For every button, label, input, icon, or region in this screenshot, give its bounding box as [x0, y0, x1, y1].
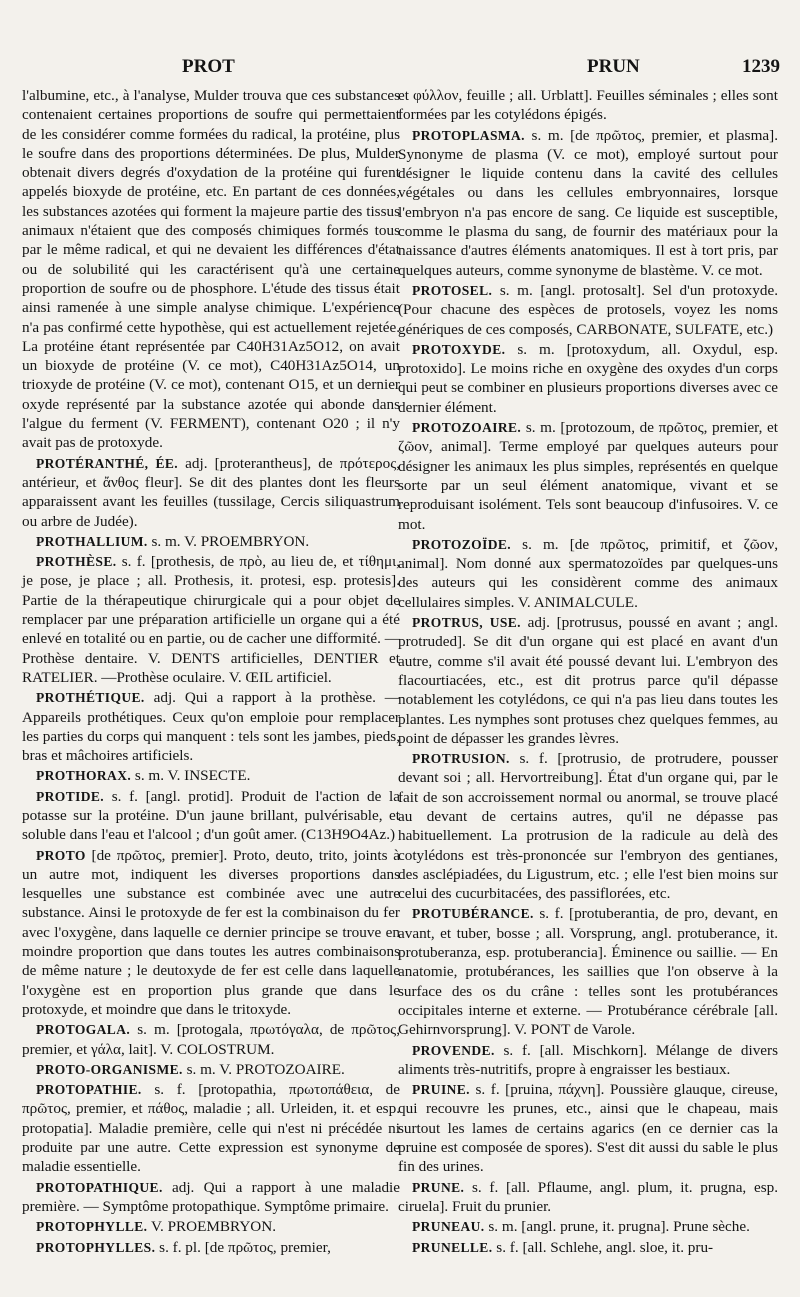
entry-text: adj. Qui a rapport à une maladie première. — Symptôme protopathique. Symptôme primaire. [22, 1178, 400, 1215]
entry-headword: PROTRUSION. [412, 751, 510, 767]
dictionary-entry [22, 532, 400, 551]
entry-headword: PROTRUS, USE. [412, 615, 521, 631]
dictionary-entry [22, 1217, 400, 1236]
entry-text: s. f. [angl. protid]. Produit de l'action de la potasse sur la protéine. D'un jaune brillant, pulvérisable, et soluble dans l'eau et l'alcool ; d'un goût amer. (C13H9O4Az.) [22, 787, 400, 844]
entry-text: s. m. [protozoum, de πρῶτος, premier, et ζῶον, animal]. Terme employé par quelques auteurs pour désigner les animaux les plus simples, représentés en quelque sorte par un seul élément anatomique, vivant et se reproduisant isolément. Tels sont beaucoup d'infusoires. V. ce mot. [398, 419, 778, 533]
entry-headword: PRUNELLE. [412, 1239, 493, 1255]
entry-text: s. m. [angl. protosalt]. Sel d'un protoxyde. (Pour chacune des espèces de protosels, voyez les noms génériques de ces composés, CARBONATE, SULFATE, etc.) [398, 281, 778, 338]
right-running-head: PRUN [587, 56, 640, 77]
entry-text: V. PROEMBRYON. [147, 1218, 277, 1236]
entry-headword: PROTHORAX. [36, 768, 132, 784]
entry-headword: PROVENDE. [412, 1042, 495, 1058]
entry-text: s. m. [protoxydum, all. Oxydul, esp. protoxido]. Le moins riche en oxygène des oxydes d'un corps qui peut se combiner en plusieurs proportions diverses avec ce dernier élément. [398, 340, 778, 416]
dictionary-entry [398, 281, 778, 339]
dictionary-entry [22, 86, 400, 453]
page-number: 1239 [742, 56, 780, 77]
entry-headword: PROTHALLIUM. [36, 533, 148, 549]
entry-headword: PROTOXYDE. [412, 341, 506, 357]
entry-headword: PROTÉRANTHÉ, ÉE. [36, 455, 179, 471]
entry-text: [de πρῶτος, premier]. Proto, deuto, trito, joints à un autre mot, indiquent les diverses proportions dans lesquelles une substance est combinée avec une autre substance. Ainsi le protoxyde de fer est la combinaison du fer avec l'oxygène, dans laquelle ce dernier principe se trouve en moindre proportion que dans toutes les autres combinaisons de même nature ; le deutoxyde de fer est celle dans laquelle l'oxygène est en proportion plus grande que dans le protoxyde, et moindre que dans le tritoxyde. [22, 846, 400, 1018]
entry-text: l'albumine, etc., à l'analyse, Mulder trouva que ces substances contenaient certaines proportions de soufre qui permettaient de les considérer comme formées du radical, la protéine, plus le soufre dans des proportions déterminées. De plus, Mulder obtenait divers degrés d'oxydation de la protéine qui furent appelés bioxyde de protéine, etc. En partant de ces données, les substances azotées qui forment la majeure partie des tissus animaux n'étaient que des composés chimiques formés tous par le même radical, et qui ne devaient les différences d'état ou de solubilité qui les caractérisent qu'à une certaine proportion de soufre ou de phosphore. L'étude des tissus était ainsi ramenée à une simple analyse chimique. L'expérience n'a pas confirmé cette hypothèse, qui est actuellement rejetée. La protéine étant représentée par C40H31Az5O12, on avait un bioxyde de protéine (V. ce mot), C40H31Az5O14, un trioxyde de protéine (V. ce mot), contenant O15, et un dernier oxyde représenté par la substance azotée qui abonde dans l'algue du ferment (V. FERMENT), contenant O20 ; il n'y avait pas de protoxyde. [22, 87, 400, 452]
left-running-head: PROT [182, 56, 235, 77]
entry-headword: PROTOPATHIE. [36, 1082, 142, 1098]
dictionary-entry [398, 613, 778, 748]
dictionary-entry [22, 552, 400, 687]
dictionary-entry [398, 340, 778, 417]
entry-text: s. f. [all. Schlehe, angl. sloe, it. pru- [492, 1238, 714, 1256]
entry-text: s. f. [protopathia, πρωτοπάθεια, de πρῶτος, premier, et πάθος, maladie ; all. Urleiden, it. et esp. protopatia]. Maladie première, celle qui n'est ni précédée ni produite par une autre. Cette expression est synonyme de maladie essentielle. [22, 1081, 400, 1176]
entry-headword: PROTOSEL. [412, 282, 493, 298]
entry-text: s. f. [prothesis, de πρὸ, au lieu de, et τίθημι, je pose, je place ; all. Prothesis, it. protesi, esp. protesis]. Partie de la thérapeutique chirurgicale qui a pour objet de remplacer par une préparation artificielle un organe qui a été enlevé en totalité ou en partie, ou de cacher une difformité. —Prothèse dentaire. V. DENTS artificielles, DENTIER et RATELIER. —Prothèse oculaire. V. ŒIL artificiel. [22, 553, 400, 686]
entry-text: s. m. V. PROEMBRYON. [147, 532, 310, 550]
entry-headword: PRUINE. [412, 1082, 470, 1098]
dictionary-entry [398, 1041, 778, 1080]
dictionary-entry [398, 1217, 778, 1236]
entry-headword: PROTOZOAIRE. [412, 420, 522, 436]
entry-text: s. f. [all. Pflaume, angl. plum, it. prugna, esp. ciruela]. Fruit du prunier. [398, 1178, 778, 1215]
dictionary-entry [22, 1238, 400, 1257]
dictionary-entry [22, 1020, 400, 1059]
entry-text: s. m. V. INSECTE. [131, 767, 251, 785]
left-column [22, 86, 400, 1258]
entry-text: s. f. pl. [de πρῶτος, premier, [155, 1238, 331, 1256]
entry-headword: PROTOPLASMA. [412, 127, 525, 143]
dictionary-entry [22, 766, 400, 785]
entry-text: s. m. [de πρῶτος, primitif, et ζῶον, animal]. Nom donné aux spermatozoïdes par quelques-uns des auteurs qui les considèrent comme des animaux cellulaires simples. V. ANIMALCULE. [398, 535, 778, 611]
dictionary-entry [22, 688, 400, 765]
dictionary-entry [398, 86, 778, 125]
dictionary-entry [398, 418, 778, 534]
entry-text: s. m. [de πρῶτος, premier, et plasma]. Synonyme de plasma (V. ce mot), employé surtout pour désigner le liquide contenu dans la cavité des cellules végétales ou dans les cellules embryonnaires, lorsque l'embryon n'a pas encore de sang. Ce liquide est susceptible, comme le plasma du sang, de fournir des matériaux pour la naissance d'autres éléments anatomiques. Il est à tort pris, par quelques auteurs, comme synonyme de blastème. V. ce mot. [398, 126, 778, 279]
dictionary-entry [398, 904, 778, 1039]
right-column [398, 86, 778, 1258]
entry-headword: PROTOPHYLLES. [36, 1239, 156, 1255]
entry-headword: PROTOPATHIQUE. [36, 1179, 163, 1195]
entry-text: s. f. [all. Mischkorn]. Mélange de divers aliments très-nutritifs, propre à engraisser les bestiaux. [398, 1041, 778, 1078]
dictionary-entry [398, 1178, 778, 1217]
dictionary-entry [398, 749, 778, 903]
entry-text: adj. Qui a rapport à la prothèse. — Appareils prothétiques. Ceux qu'on emploie pour remplacer les parties du corps qui manquent : tels sont les jambes, pieds, bras et mâchoires artificiels. [22, 689, 400, 765]
entry-text: s. m. V. PROTOZOAIRE. [182, 1060, 345, 1078]
dictionary-entry [22, 1060, 400, 1079]
entry-headword: PROTOGALA. [36, 1022, 131, 1038]
entry-text: s. m. [angl. prune, it. prugna]. Prune sèche. [484, 1218, 750, 1236]
entry-headword: PROTIDE. [36, 788, 105, 804]
page-header [22, 56, 780, 82]
entry-text: s. f. [pruina, πάχνη]. Poussière glauque, cireuse, qui recouvre les prunes, etc., ainsi que le chapeau, mais surtout les lames de certains agarics (en ce dernier cas la pruine est composée de spores). S'est dit aussi du sable le plus fin des urines. [398, 1081, 778, 1176]
entry-headword: PROTHÉTIQUE. [36, 690, 145, 706]
entry-headword: PROTO-ORGANISME. [36, 1061, 183, 1077]
dictionary-entry [398, 1238, 778, 1257]
dictionary-entry [22, 1080, 400, 1176]
dictionary-entry [398, 1080, 778, 1176]
entry-headword: PROTO [36, 847, 86, 863]
dictionary-entry [22, 846, 400, 1020]
entry-headword: PROTOPHYLLE. [36, 1219, 148, 1235]
entry-text: et φύλλον, feuille ; all. Urblatt]. Feuilles séminales ; elles sont formées par les cotylédons épigés. [398, 87, 778, 124]
entry-headword: PRUNE. [412, 1179, 465, 1195]
dictionary-entry [398, 126, 778, 280]
dictionary-entry [22, 454, 400, 531]
dictionary-entry [22, 787, 400, 845]
entry-text: s. f. [protuberantia, de pro, devant, en avant, et tuber, bosse ; all. Vorsprung, angl. protuberance, it. protuberanza, esp. protuberancia]. Éminence ou saillie. — En anatomie, protubérances, les saillies que l'on observe à la surface des os du crâne : telles sont les protubérances occipitales interne et externe. — Protubérance cérébrale [all. Gehirnvorsprung]. V. PONT de Varole. [398, 905, 778, 1039]
dictionary-entry [22, 1178, 400, 1217]
dictionary-entry [398, 535, 778, 612]
entry-headword: PROTOZOÏDE. [412, 536, 512, 552]
entry-headword: PROTHÈSE. [36, 554, 117, 570]
entry-text: s. f. [protrusio, de protrudere, pousser devant soi ; all. Hervortreibung]. État d'un organe qui, par le fait de son accroissement normal ou anormal, se trouve placé au devant de certains autres, qu'il ne dépasse pas habituellement. La protrusion de la radicule au delà des cotylédons est très-prononcée sur l'embryon des gentianes, des asclépiadées, du Ligustrum, etc. ; elle l'est bien moins sur celui des cucurbitacées, des passiflorées, etc. [398, 750, 778, 903]
entry-text: adj. [protrusus, poussé en avant ; angl. protruded]. Se dit d'un organe qui est placé en avant d'un autre, comme s'il avait été poussé devant lui. L'embryon des flacourtiacées, etc., est dit protrus parce qu'il dépasse notablement les cotylédons, ce qui n'a pas lieu dans toutes les plantes. Les nymphes sont protuses chez quelques femmes, au point de dépasser les grandes lèvres. [398, 614, 778, 747]
entry-text: adj. [proterantheus], de πρότερος, antérieur, et ἄνθος fleur]. Se dit des plantes dont les fleurs apparaissent avant les feuilles (tussilage, Cercis siliquastrum ou arbre de Judée). [22, 454, 401, 530]
entry-text: s. m. [protogala, πρωτόγαλα, de πρῶτος, premier, et γάλα, lait]. V. COLOSTRUM. [22, 1021, 400, 1058]
entry-headword: PRUNEAU. [412, 1219, 485, 1235]
entry-headword: PROTUBÉRANCE. [412, 906, 534, 922]
